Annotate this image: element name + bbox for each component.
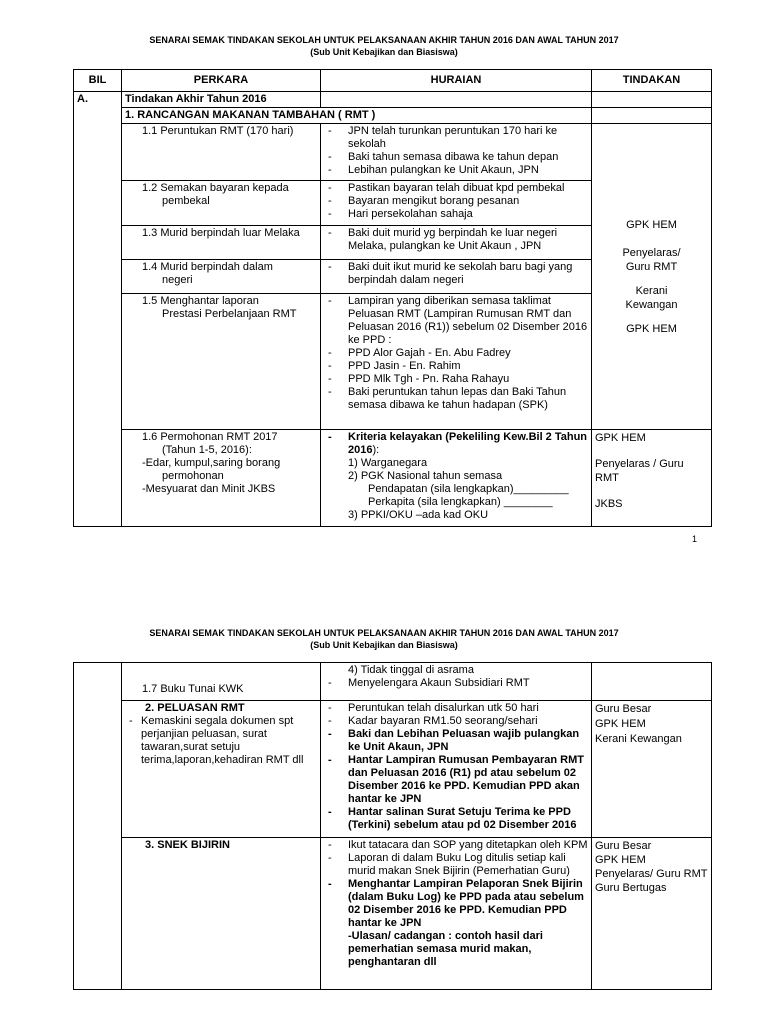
table-header-row (74, 70, 712, 92)
perkara-text: -Edar, kumpul,saring borang (142, 457, 281, 469)
list-item: - Baki peruntukan tahun lepas dan Baki Tahun semasa dibawa ke tahun hadapan (SPK) (324, 386, 588, 412)
kriteria-item: 3) PPKI/OKU –ada kad OKU (348, 509, 489, 521)
document-subtitle-2: (Sub Unit Kebajikan dan Biasiswa) (310, 640, 458, 650)
list-item: - Bayaran mengikut borang pesanan (324, 195, 588, 208)
perkara-1-3: 1.3 Murid berpindah luar Melaka (142, 227, 300, 239)
list-item: - Baki dan Lebihan Peluasan wajib pulangkan ke Unit Akaun, JPN (324, 728, 588, 754)
table-row (74, 124, 712, 181)
document-title: SENARAI SEMAK TINDAKAN SEKOLAH UNTUK PELAKSANAAN AKHIR TAHUN 2016 DAN AWAL TAHUN 2017 (149, 35, 619, 45)
tindakan-snek (592, 838, 712, 990)
kriteria-text: Kriteria kelayakan (Pekeliling Kew.Bil 2 Tahun 2016 (348, 431, 588, 456)
perkara-1-4: 1.4 Murid berpindah dalam (142, 261, 273, 273)
tindakan-group-cell (592, 124, 712, 430)
tindakan-text: Guru Besar (595, 703, 652, 715)
list-item: - Hantar Lampiran Rumusan Pembayaran RMT dan Peluasan 2016 (R1) pd atau sebelum 02 Disember 2016 ke PPD. Kemudian PPD akan hantar ke JPN (324, 754, 588, 806)
list-item: - Ikut tatacara dan SOP yang ditetapkan oleh KPM (324, 839, 588, 852)
tindakan-peluasan (592, 701, 712, 838)
table-row (74, 430, 712, 527)
perkapita-field: Perkapita (sila lengkapkan) ________ (368, 496, 553, 508)
perkara-text: negeri (162, 274, 193, 286)
list-item: - PPD Mlk Tgh - Pn. Raha Rahayu (324, 373, 588, 386)
checklist-table-page2 (73, 662, 712, 990)
list-item: - PPD Alor Gajah - En. Abu Fadrey (324, 347, 588, 360)
perkara-text: (Tahun 1-5, 2016): (162, 444, 252, 456)
page-number: 1 (692, 534, 698, 544)
perkara-1-2: 1.2 Semakan bayaran kepada (142, 182, 289, 194)
list-item: - Menghantar Lampiran Pelaporan Snek Bijirin (dalam Buku Log) ke PPD pada atau sebelum 02 Disember 2016 ke PPD. Kemudian PPD hantar ke JPN (324, 878, 588, 930)
kriteria-item: 1) Warganegara (348, 457, 428, 469)
list-item: - Hari persekolahan sahaja (324, 208, 588, 221)
tindakan-text: Penyelaras/ Guru RMT (595, 868, 708, 880)
tindakan-text: Kerani (635, 284, 668, 297)
perkara-text: Prestasi Perbelanjaan RMT (162, 308, 297, 320)
peluasan-title: 2. PELUASAN RMT (145, 702, 245, 714)
snek-ulasan: -Ulasan/ cadangan : contoh hasil dari pemerhatian semasa murid makan, penghantaran dll (348, 930, 543, 968)
list-item: - Kadar bayaran RM1.50 seorang/sehari (324, 715, 588, 728)
header-huraian: HURAIAN (321, 70, 592, 92)
tindakan-text: Kerani Kewangan (595, 733, 682, 745)
list-item: - Menyelengara Akaun Subsidiari RMT (324, 677, 588, 690)
perkara-1-1: 1.1 Peruntukan RMT (170 hari) (142, 125, 294, 137)
tindakan-text: GPK HEM (626, 322, 677, 335)
tindakan-text: Guru Besar (595, 840, 652, 852)
list-item: - PPD Jasin - En. Rahim (324, 360, 588, 373)
snek-title: 3. SNEK BIJIRIN (145, 839, 230, 851)
list-item: - Baki duit ikut murid ke sekolah baru bagi yang berpindah dalam negeri (324, 261, 588, 287)
tindakan-text: Guru Bertugas (595, 882, 667, 894)
list-item: - Lampiran yang diberikan semasa taklimat Peluasan RMT (Lampiran Rumusan RMT dan Peluasan 2016 (R1)) sebelum 02 Disember 2016 ke PPD : (324, 295, 588, 347)
document-title-2: SENARAI SEMAK TINDAKAN SEKOLAH UNTUK PELAKSANAAN AKHIR TAHUN 2016 DAN AWAL TAHUN 2017 (149, 628, 619, 638)
page1-header (0, 34, 768, 58)
perkara-1-7: 1.7 Buku Tunai KWK (142, 683, 244, 695)
document-subtitle: (Sub Unit Kebajikan dan Biasiswa) (310, 47, 458, 57)
tindakan-text: Penyelaras/ (622, 246, 681, 259)
perkara-text: permohonan (162, 470, 224, 482)
kriteria-end: ): (372, 444, 380, 456)
kriteria-item: 2) PGK Nasional tahun semasa (348, 470, 503, 482)
tindakan-text: JKBS (595, 498, 623, 510)
pendapatan-field: Pendapatan (sila lengkapkan)_________ (368, 483, 569, 495)
list-item (324, 431, 588, 457)
page2-header (0, 627, 768, 651)
tindakan-text: Kewangan (625, 298, 678, 311)
list-item: - Pastikan bayaran telah dibuat kpd pembekal (324, 182, 588, 195)
header-tindakan: TINDAKAN (592, 70, 712, 92)
list-item: - JPN telah turunkan peruntukan 170 hari ke sekolah (324, 125, 588, 151)
section-a-bil: A. (74, 92, 122, 527)
perkara-1-6: 1.6 Permohonan RMT 2017 (142, 431, 278, 443)
list-item: - Kemaskini segala dokumen spt perjanjian peluasan, surat tawaran,surat setuju terima,laporan,kehadiran RMT dll (125, 715, 317, 767)
list-item: - Baki duit murid yg berpindah ke luar negeri Melaka, pulangkan ke Unit Akaun , JPN (324, 227, 588, 253)
tindakan-text: Penyelaras / Guru RMT (595, 458, 684, 484)
section-a-row (74, 92, 712, 108)
table-row (74, 663, 712, 701)
tindakan-text: Guru RMT (625, 260, 678, 273)
header-perkara: PERKARA (122, 70, 321, 92)
tindakan-text: GPK HEM (595, 854, 646, 866)
table-row (74, 701, 712, 838)
kriteria-item: 4) Tidak tinggal di asrama (348, 664, 474, 676)
table-row (74, 838, 712, 990)
list-item: - Lebihan pulangkan ke Unit Akaun, JPN (324, 164, 588, 177)
list-item: - Laporan di dalam Buku Log ditulis setiap kali murid makan Snek Bijirin (Pemerhatian Guru) (324, 852, 588, 878)
list-item: - Baki tahun semasa dibawa ke tahun depan (324, 151, 588, 164)
list-item: - Hantar salinan Surat Setuju Terima ke PPD (Terkini) sebelum atau pd 02 Disember 2016 (324, 806, 588, 832)
perkara-text: pembekal (162, 195, 210, 207)
perkara-1-5: 1.5 Menghantar laporan (142, 295, 259, 307)
section-a-title: Tindakan Akhir Tahun 2016 (122, 92, 321, 108)
rmt-title-row (74, 108, 712, 124)
list-item: - Peruntukan telah disalurkan utk 50 hari (324, 702, 588, 715)
tindakan-text: GPK HEM (595, 718, 646, 730)
header-bil: BIL (74, 70, 122, 92)
checklist-table-page1 (73, 69, 712, 527)
tindakan-text: GPK HEM (626, 218, 677, 231)
tindakan-1-6 (592, 430, 712, 527)
rmt-title: 1. RANCANGAN MAKANAN TAMBAHAN ( RMT ) (122, 108, 592, 124)
tindakan-text: GPK HEM (595, 432, 646, 444)
perkara-text: -Mesyuarat dan Minit JKBS (142, 483, 276, 495)
